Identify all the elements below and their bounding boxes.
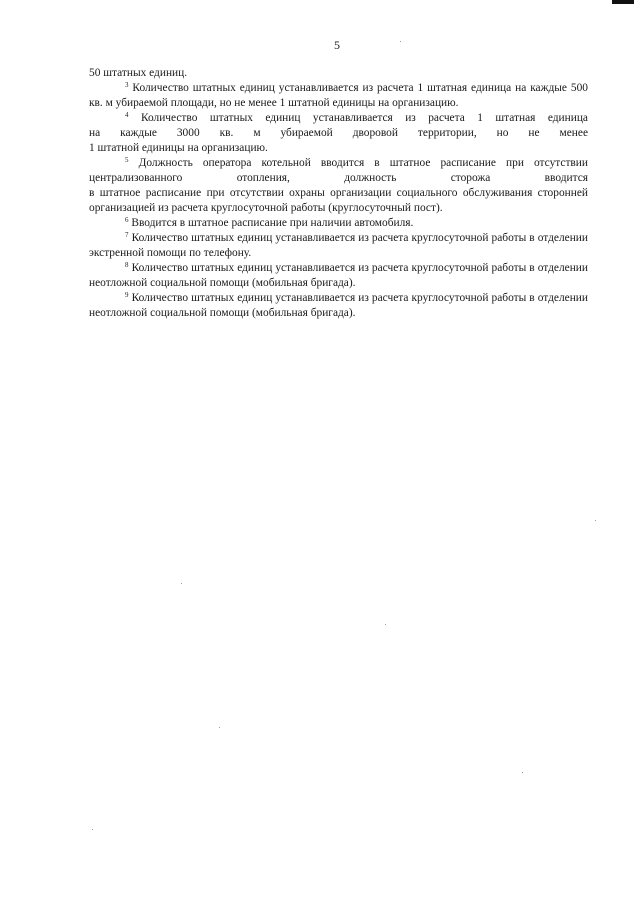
lead-line: 50 штатных единиц. — [89, 67, 188, 79]
scan-speck — [400, 41, 401, 42]
scan-speck — [595, 520, 596, 521]
footnotes-block — [89, 66, 588, 321]
footnote-marker: 5 — [125, 156, 129, 164]
footnote-text: Количество штатных единиц устанавливается из расчета круглосуточной работы в отделении неотложной социальной помощи (мобильная бригада). — [89, 262, 588, 289]
footnote-6 — [89, 216, 588, 231]
footnote-text-line-2: на каждые 3000 кв. м убираемой дворовой территории, но не менее — [89, 127, 588, 139]
footnote-marker: 6 — [125, 216, 129, 224]
footnote-4 — [89, 111, 588, 156]
scan-speck — [219, 727, 220, 728]
scan-speck — [385, 624, 386, 625]
footnote-text-line-1: Количество штатных единиц устанавливается из расчета 1 штатная единица — [140, 112, 588, 124]
footnote-text: Вводится в штатное расписание при наличии автомобиля. — [131, 217, 414, 229]
footnote-3 — [89, 81, 588, 111]
footnote-text: Количество штатных единиц устанавливается из расчета 1 штатная единица на каждые 500 кв. м убираемой площади, но не менее 1 штатной единицы на организацию. — [89, 82, 588, 109]
footnote-text-line-2: централизованного отопления, должность сторожа вводится — [89, 172, 588, 184]
footnote-7 — [89, 231, 588, 261]
footnote-text: Количество штатных единиц устанавливается из расчета круглосуточной работы в отделении экстренной помощи по телефону. — [89, 232, 588, 259]
scan-speck — [181, 583, 182, 584]
scan-speck — [522, 772, 523, 773]
scan-speck — [92, 829, 93, 830]
footnote-text-line-1: Должность оператора котельной вводится в штатное расписание при отсутствии — [138, 157, 588, 169]
footnote-5 — [89, 156, 588, 216]
footnote-text: Количество штатных единиц устанавливается из расчета круглосуточной работы в отделении неотложной социальной помощи (мобильная бригада). — [89, 292, 588, 319]
footnote-marker: 9 — [125, 291, 129, 299]
footnote-text-line-3: 1 штатной единицы на организацию. — [89, 142, 268, 154]
footnote-marker: 8 — [125, 261, 129, 269]
footnote-text-rest: в штатное расписание при отсутствии охраны организации социального обслуживания сторонней организацией из расчета круглосуточной работы (круглосуточный пост). — [89, 187, 588, 214]
footnote-8 — [89, 261, 588, 291]
footnote-9 — [89, 291, 588, 321]
footnote-marker: 4 — [125, 111, 129, 119]
footnote-marker: 3 — [125, 81, 129, 89]
page-number: 5 — [334, 38, 340, 52]
scan-corner-mark — [612, 0, 634, 4]
footnote-marker: 7 — [125, 231, 129, 239]
